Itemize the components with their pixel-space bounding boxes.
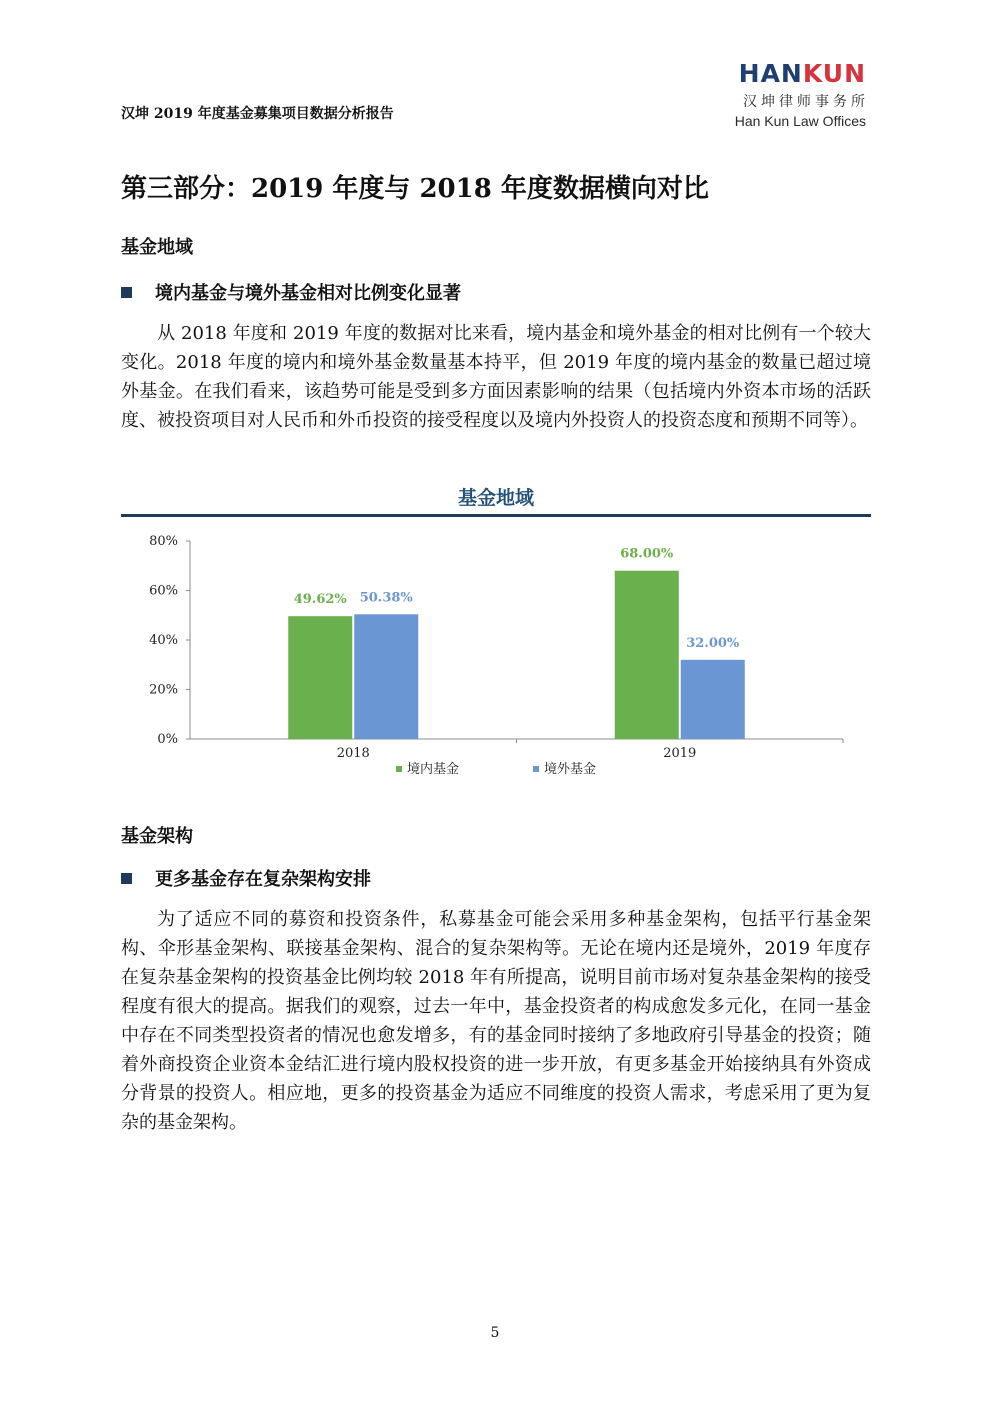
subheading-text: 更多基金存在复杂架构安排 [155,869,371,890]
data-label: 49.62% [293,592,347,608]
report-header-title: 汉坤 2019 年度基金募集项目数据分析报告 [121,106,394,122]
y-tick-label: 0% [157,732,178,747]
bar-境外基金-2018 [354,614,418,739]
section-title-fund-region: 基金地域 [121,237,193,258]
logo-mark [735,60,866,88]
bar-境外基金-2019 [681,660,745,739]
legend-label: 境外基金 [544,762,597,777]
data-label: 32.00% [686,635,740,651]
chart-title-rule [121,514,871,517]
y-tick-label: 40% [149,633,178,648]
y-tick-label: 20% [149,682,178,698]
y-tick-label: 80% [149,534,178,549]
y-tick-label: 60% [149,583,178,599]
logo-english-name: Han Kun Law Offices [734,113,866,129]
subheading-fund-region [121,279,461,305]
bullet-square-icon [121,873,132,884]
chart-title: 基金地域 [457,487,534,509]
bullet-square-icon [121,287,132,298]
fund-region-bar-chart [121,520,871,790]
subheading-text: 境内基金与境外基金相对比例变化显著 [155,283,461,304]
paragraph-fund-region: 从 2018 年度和 2019 年度的数据对比来看，境内基金和境外基金的相对比例有一个较大变化。2018 年度的境内和境外基金数量基本持平，但 2019 年度的境内基金的数量已超过境外基金。在我们看来，该趋势可能是受到多方面因素影响的结果（包括境内外资本市场的活跃度、被投资项目对人民币和外币投资的接受程度以及境内外投资人的投资态度和预期不同等）。 [121,323,871,431]
x-tick-label: 2019 [663,746,697,761]
part-title: 第三部分：2019 年度与 2018 年度数据横向对比 [121,174,709,204]
paragraph-fund-structure: 为了适应不同的募资和投资条件，私募基金可能会采用多种基金架构，包括平行基金架构、伞形基金架构、联接基金架构、混合的复杂架构等。无论在境内还是境外，2019 年度存在复杂基金架构的投资基金比例均较 2018 年有所提高，说明目前市场对复杂基金架构的接受程度有很大的提高。据我们的观察，过去一年中，基金投资者的构成愈发多元化，在同一基金中存在不同类型投资者的情况也愈发增多，有的基金同时接纳了多地政府引导基金的投资；随着外商投资企业资本金结汇进行境内股权投资的进一步开放，有更多基金开始接纳具有外资成分背景的投资人。相应地，更多的投资基金为适应不同维度的投资人需求，考虑采用了更为复杂的基金架构。 [121,909,871,1133]
bar-境内基金-2019 [615,571,679,739]
legend-swatch-境外基金 [533,766,539,772]
data-label: 50.38% [359,590,413,606]
legend-label: 境内基金 [407,762,460,777]
x-tick-label: 2018 [336,746,370,761]
legend-swatch-境内基金 [396,766,402,772]
page-number: 5 [490,1325,500,1341]
bar-境内基金-2018 [288,616,352,739]
logo-mark-left: HAN [738,59,803,88]
logo-mark-right: KUN [802,59,866,88]
hankun-logo [734,59,869,129]
logo-chinese-name: 汉坤律师事务所 [743,94,869,110]
section-title-fund-structure: 基金架构 [121,826,193,847]
data-label: 68.00% [620,546,674,562]
subheading-fund-structure [121,865,371,891]
